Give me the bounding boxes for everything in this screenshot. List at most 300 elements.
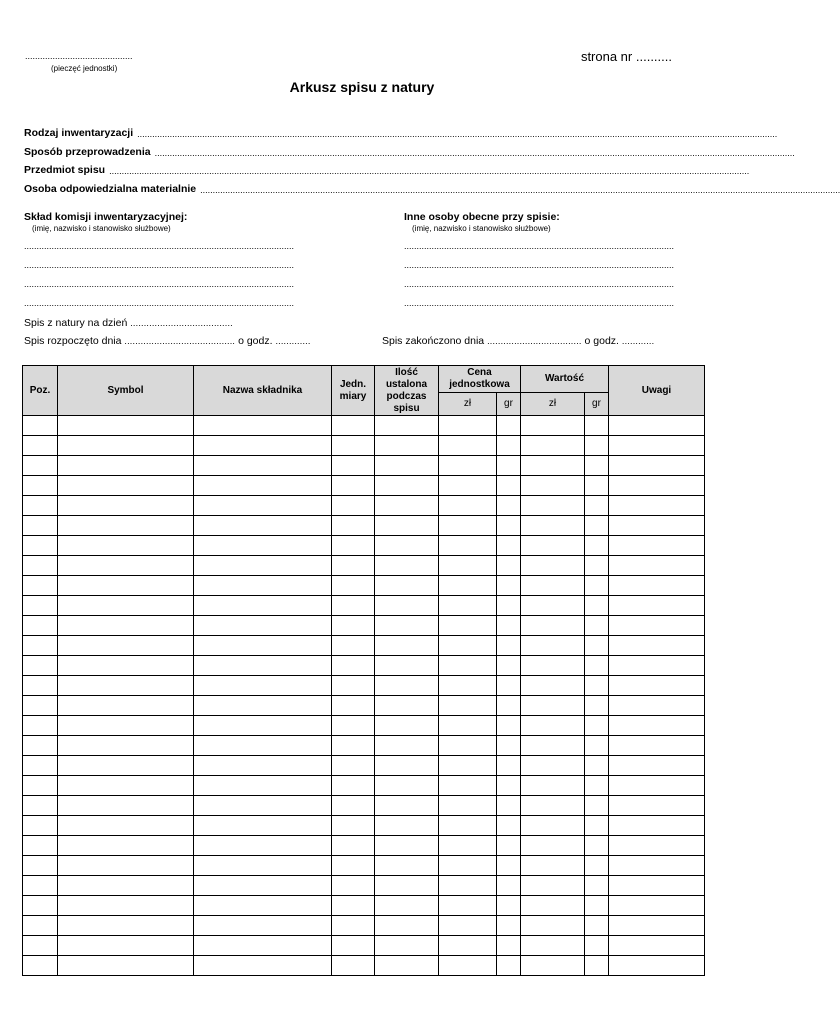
cell-name[interactable] [194, 896, 332, 916]
cell-quantity[interactable] [375, 756, 439, 776]
cell-value-gr[interactable] [585, 836, 609, 856]
cell-name[interactable] [194, 456, 332, 476]
cell-notes[interactable] [609, 616, 705, 636]
cell-name[interactable] [194, 916, 332, 936]
cell-notes[interactable] [609, 856, 705, 876]
cell-name[interactable] [194, 636, 332, 656]
cell-unit-price-gr[interactable] [497, 796, 521, 816]
cell-poz[interactable] [23, 476, 58, 496]
cell-unit-price-gr[interactable] [497, 476, 521, 496]
cell-poz[interactable] [23, 416, 58, 436]
cell-unit[interactable] [332, 836, 375, 856]
cell-unit[interactable] [332, 696, 375, 716]
cell-unit[interactable] [332, 576, 375, 596]
cell-quantity[interactable] [375, 936, 439, 956]
cell-unit-price-gr[interactable] [497, 596, 521, 616]
cell-value-zl[interactable] [521, 836, 585, 856]
field-dots[interactable]: ................................................................................................................................................................................................................................................................ [137, 129, 778, 139]
cell-notes[interactable] [609, 536, 705, 556]
cell-name[interactable] [194, 616, 332, 636]
cell-symbol[interactable] [58, 856, 194, 876]
cell-unit[interactable] [332, 736, 375, 756]
cell-unit-price-zl[interactable] [439, 516, 497, 536]
field-dots[interactable]: ................................................................................................................................................................................................................................................................ [109, 166, 750, 176]
cell-unit-price-zl[interactable] [439, 476, 497, 496]
cell-quantity[interactable] [375, 416, 439, 436]
cell-name[interactable] [194, 936, 332, 956]
cell-symbol[interactable] [58, 496, 194, 516]
cell-quantity[interactable] [375, 776, 439, 796]
cell-unit[interactable] [332, 776, 375, 796]
commission-line[interactable]: ............................................................................................................ [24, 298, 295, 308]
cell-unit[interactable] [332, 516, 375, 536]
cell-poz[interactable] [23, 496, 58, 516]
cell-unit-price-zl[interactable] [439, 756, 497, 776]
cell-name[interactable] [194, 476, 332, 496]
cell-value-gr[interactable] [585, 916, 609, 936]
table-row [23, 936, 705, 956]
cell-value-gr[interactable] [585, 576, 609, 596]
cell-name[interactable] [194, 816, 332, 836]
cell-notes[interactable] [609, 556, 705, 576]
cell-symbol[interactable] [58, 416, 194, 436]
cell-symbol[interactable] [58, 636, 194, 656]
cell-unit-price-zl[interactable] [439, 736, 497, 756]
cell-symbol[interactable] [58, 616, 194, 636]
cell-unit-price-zl[interactable] [439, 556, 497, 576]
cell-unit[interactable] [332, 896, 375, 916]
cell-value-gr[interactable] [585, 856, 609, 876]
cell-unit-price-gr[interactable] [497, 496, 521, 516]
cell-notes[interactable] [609, 496, 705, 516]
cell-symbol[interactable] [58, 876, 194, 896]
cell-quantity[interactable] [375, 896, 439, 916]
cell-unit[interactable] [332, 636, 375, 656]
field-dots[interactable]: ................................................................................................................................................................................................................................................................ [154, 148, 795, 158]
cell-unit[interactable] [332, 756, 375, 776]
cell-unit[interactable] [332, 476, 375, 496]
cell-symbol[interactable] [58, 836, 194, 856]
cell-unit[interactable] [332, 456, 375, 476]
cell-name[interactable] [194, 956, 332, 976]
cell-value-zl[interactable] [521, 716, 585, 736]
cell-symbol[interactable] [58, 656, 194, 676]
cell-value-zl[interactable] [521, 516, 585, 536]
cell-unit-price-gr[interactable] [497, 656, 521, 676]
cell-poz[interactable] [23, 596, 58, 616]
cell-poz[interactable] [23, 456, 58, 476]
cell-value-zl[interactable] [521, 816, 585, 836]
cell-value-zl[interactable] [521, 576, 585, 596]
cell-unit-price-gr[interactable] [497, 536, 521, 556]
cell-poz[interactable] [23, 516, 58, 536]
cell-value-zl[interactable] [521, 736, 585, 756]
cell-poz[interactable] [23, 956, 58, 976]
cell-unit-price-gr[interactable] [497, 756, 521, 776]
cell-quantity[interactable] [375, 496, 439, 516]
cell-unit-price-zl[interactable] [439, 936, 497, 956]
cell-quantity[interactable] [375, 616, 439, 636]
cell-value-gr[interactable] [585, 676, 609, 696]
cell-quantity[interactable] [375, 596, 439, 616]
cell-symbol[interactable] [58, 956, 194, 976]
cell-quantity[interactable] [375, 836, 439, 856]
cell-unit-price-zl[interactable] [439, 456, 497, 476]
cell-name[interactable] [194, 556, 332, 576]
cell-quantity[interactable] [375, 816, 439, 836]
cell-unit-price-zl[interactable] [439, 416, 497, 436]
cell-value-gr[interactable] [585, 476, 609, 496]
cell-unit-price-gr[interactable] [497, 716, 521, 736]
cell-unit-price-zl[interactable] [439, 616, 497, 636]
cell-unit-price-gr[interactable] [497, 436, 521, 456]
end-date-dots[interactable]: ................................... [487, 336, 582, 346]
cell-poz[interactable] [23, 936, 58, 956]
cell-name[interactable] [194, 856, 332, 876]
cell-value-zl[interactable] [521, 956, 585, 976]
cell-unit-price-zl[interactable] [439, 816, 497, 836]
cell-unit-price-gr[interactable] [497, 836, 521, 856]
field-dots[interactable]: ................................................................................................................................................................................................................................................................ [200, 185, 840, 195]
cell-name[interactable] [194, 516, 332, 536]
cell-notes[interactable] [609, 936, 705, 956]
cell-name[interactable] [194, 716, 332, 736]
cell-value-zl[interactable] [521, 776, 585, 796]
others-line[interactable]: ............................................................................................................ [404, 241, 675, 251]
cell-value-gr[interactable] [585, 536, 609, 556]
cell-notes[interactable] [609, 676, 705, 696]
cell-value-zl[interactable] [521, 416, 585, 436]
cell-unit[interactable] [332, 676, 375, 696]
cell-unit-price-gr[interactable] [497, 856, 521, 876]
commission-title: Skład komisji inwentaryzacyjnej: [24, 211, 188, 223]
cell-unit[interactable] [332, 556, 375, 576]
cell-name[interactable] [194, 796, 332, 816]
cell-unit-price-gr[interactable] [497, 636, 521, 656]
cell-poz[interactable] [23, 776, 58, 796]
cell-notes[interactable] [609, 836, 705, 856]
cell-unit[interactable] [332, 416, 375, 436]
cell-poz[interactable] [23, 796, 58, 816]
cell-name[interactable] [194, 736, 332, 756]
cell-quantity[interactable] [375, 576, 439, 596]
cell-quantity[interactable] [375, 716, 439, 736]
cell-notes[interactable] [609, 736, 705, 756]
cell-value-zl[interactable] [521, 676, 585, 696]
cell-value-zl[interactable] [521, 936, 585, 956]
cell-unit-price-gr[interactable] [497, 736, 521, 756]
cell-value-gr[interactable] [585, 416, 609, 436]
cell-symbol[interactable] [58, 816, 194, 836]
cell-poz[interactable] [23, 636, 58, 656]
cell-value-zl[interactable] [521, 636, 585, 656]
cell-unit[interactable] [332, 596, 375, 616]
commission-line[interactable]: ............................................................................................................ [24, 260, 295, 270]
cell-symbol[interactable] [58, 516, 194, 536]
cell-poz[interactable] [23, 736, 58, 756]
cell-poz[interactable] [23, 896, 58, 916]
cell-notes[interactable] [609, 436, 705, 456]
others-line[interactable]: ............................................................................................................ [404, 279, 675, 289]
cell-notes[interactable] [609, 576, 705, 596]
cell-unit-price-gr[interactable] [497, 696, 521, 716]
cell-value-gr[interactable] [585, 776, 609, 796]
cell-unit-price-zl[interactable] [439, 656, 497, 676]
commission-line[interactable]: ............................................................................................................ [24, 279, 295, 289]
cell-notes[interactable] [609, 956, 705, 976]
cell-value-gr[interactable] [585, 596, 609, 616]
cell-notes[interactable] [609, 816, 705, 836]
cell-unit-price-gr[interactable] [497, 896, 521, 916]
cell-quantity[interactable] [375, 556, 439, 576]
cell-name[interactable] [194, 416, 332, 436]
cell-quantity[interactable] [375, 856, 439, 876]
cell-value-zl[interactable] [521, 596, 585, 616]
cell-unit-price-gr[interactable] [497, 576, 521, 596]
cell-value-gr[interactable] [585, 656, 609, 676]
cell-unit-price-zl[interactable] [439, 436, 497, 456]
start-date-dots[interactable]: ......................................... [124, 336, 236, 346]
cell-quantity[interactable] [375, 796, 439, 816]
cell-notes[interactable] [609, 596, 705, 616]
cell-unit-price-zl[interactable] [439, 956, 497, 976]
cell-value-gr[interactable] [585, 556, 609, 576]
cell-notes[interactable] [609, 476, 705, 496]
cell-value-zl[interactable] [521, 496, 585, 516]
cell-unit-price-zl[interactable] [439, 796, 497, 816]
cell-poz[interactable] [23, 656, 58, 676]
cell-symbol[interactable] [58, 596, 194, 616]
cell-notes[interactable] [609, 756, 705, 776]
cell-unit-price-gr[interactable] [497, 816, 521, 836]
cell-value-zl[interactable] [521, 656, 585, 676]
cell-quantity[interactable] [375, 636, 439, 656]
cell-symbol[interactable] [58, 896, 194, 916]
cell-value-zl[interactable] [521, 896, 585, 916]
cell-poz[interactable] [23, 916, 58, 936]
cell-unit-price-zl[interactable] [439, 876, 497, 896]
cell-value-gr[interactable] [585, 716, 609, 736]
cell-unit-price-gr[interactable] [497, 956, 521, 976]
cell-notes[interactable] [609, 776, 705, 796]
cell-value-zl[interactable] [521, 916, 585, 936]
cell-quantity[interactable] [375, 876, 439, 896]
commission-line[interactable]: ............................................................................................................ [24, 241, 295, 251]
cell-quantity[interactable] [375, 956, 439, 976]
cell-value-zl[interactable] [521, 536, 585, 556]
cell-quantity[interactable] [375, 676, 439, 696]
cell-unit[interactable] [332, 656, 375, 676]
cell-value-zl[interactable] [521, 476, 585, 496]
cell-name[interactable] [194, 656, 332, 676]
cell-unit[interactable] [332, 796, 375, 816]
others-line[interactable]: ............................................................................................................ [404, 298, 675, 308]
cell-poz[interactable] [23, 616, 58, 636]
cell-poz[interactable] [23, 836, 58, 856]
cell-unit[interactable] [332, 536, 375, 556]
cell-quantity[interactable] [375, 656, 439, 676]
cell-notes[interactable] [609, 896, 705, 916]
cell-unit-price-zl[interactable] [439, 576, 497, 596]
cell-notes[interactable] [609, 636, 705, 656]
cell-name[interactable] [194, 536, 332, 556]
cell-value-zl[interactable] [521, 796, 585, 816]
cell-unit[interactable] [332, 816, 375, 836]
cell-value-gr[interactable] [585, 436, 609, 456]
cell-value-gr[interactable] [585, 736, 609, 756]
cell-value-gr[interactable] [585, 456, 609, 476]
cell-poz[interactable] [23, 696, 58, 716]
cell-poz[interactable] [23, 576, 58, 596]
cell-symbol[interactable] [58, 556, 194, 576]
cell-quantity[interactable] [375, 516, 439, 536]
cell-value-gr[interactable] [585, 756, 609, 776]
cell-unit-price-zl[interactable] [439, 676, 497, 696]
cell-symbol[interactable] [58, 476, 194, 496]
cell-unit-price-gr[interactable] [497, 776, 521, 796]
cell-value-gr[interactable] [585, 636, 609, 656]
cell-poz[interactable] [23, 716, 58, 736]
cell-unit-price-zl[interactable] [439, 896, 497, 916]
cell-unit[interactable] [332, 856, 375, 876]
cell-unit-price-zl[interactable] [439, 536, 497, 556]
cell-notes[interactable] [609, 456, 705, 476]
start-hour-dots[interactable]: ............. [275, 336, 311, 346]
cell-value-zl[interactable] [521, 556, 585, 576]
cell-value-gr[interactable] [585, 516, 609, 536]
cell-symbol[interactable] [58, 696, 194, 716]
cell-unit[interactable] [332, 436, 375, 456]
cell-name[interactable] [194, 676, 332, 696]
cell-notes[interactable] [609, 916, 705, 936]
cell-poz[interactable] [23, 756, 58, 776]
cell-value-zl[interactable] [521, 616, 585, 636]
cell-poz[interactable] [23, 676, 58, 696]
cell-notes[interactable] [609, 716, 705, 736]
cell-value-gr[interactable] [585, 616, 609, 636]
cell-name[interactable] [194, 696, 332, 716]
cell-notes[interactable] [609, 656, 705, 676]
cell-quantity[interactable] [375, 916, 439, 936]
cell-name[interactable] [194, 776, 332, 796]
cell-quantity[interactable] [375, 436, 439, 456]
inventory-date-dots[interactable]: ...................................... [130, 318, 233, 328]
cell-unit-price-gr[interactable] [497, 936, 521, 956]
cell-unit-price-zl[interactable] [439, 776, 497, 796]
cell-quantity[interactable] [375, 456, 439, 476]
cell-unit-price-gr[interactable] [497, 676, 521, 696]
cell-symbol[interactable] [58, 676, 194, 696]
cell-value-gr[interactable] [585, 876, 609, 896]
cell-poz[interactable] [23, 876, 58, 896]
cell-name[interactable] [194, 596, 332, 616]
cell-name[interactable] [194, 436, 332, 456]
cell-unit-price-zl[interactable] [439, 696, 497, 716]
cell-value-gr[interactable] [585, 896, 609, 916]
cell-symbol[interactable] [58, 456, 194, 476]
cell-unit-price-zl[interactable] [439, 836, 497, 856]
cell-unit-price-zl[interactable] [439, 716, 497, 736]
cell-value-gr[interactable] [585, 936, 609, 956]
table-row [23, 416, 705, 436]
cell-unit[interactable] [332, 716, 375, 736]
cell-value-gr[interactable] [585, 796, 609, 816]
cell-unit[interactable] [332, 876, 375, 896]
others-line[interactable]: ............................................................................................................ [404, 260, 675, 270]
cell-value-zl[interactable] [521, 756, 585, 776]
cell-symbol[interactable] [58, 536, 194, 556]
cell-poz[interactable] [23, 856, 58, 876]
cell-unit[interactable] [332, 916, 375, 936]
cell-symbol[interactable] [58, 756, 194, 776]
cell-unit[interactable] [332, 956, 375, 976]
cell-name[interactable] [194, 496, 332, 516]
cell-poz[interactable] [23, 556, 58, 576]
cell-value-gr[interactable] [585, 496, 609, 516]
cell-unit-price-zl[interactable] [439, 916, 497, 936]
cell-unit-price-gr[interactable] [497, 616, 521, 636]
cell-notes[interactable] [609, 416, 705, 436]
cell-name[interactable] [194, 576, 332, 596]
cell-notes[interactable] [609, 796, 705, 816]
cell-unit-price-gr[interactable] [497, 516, 521, 536]
cell-quantity[interactable] [375, 476, 439, 496]
cell-unit-price-gr[interactable] [497, 416, 521, 436]
cell-symbol[interactable] [58, 936, 194, 956]
cell-unit-price-zl[interactable] [439, 856, 497, 876]
cell-notes[interactable] [609, 696, 705, 716]
cell-quantity[interactable] [375, 536, 439, 556]
cell-value-zl[interactable] [521, 876, 585, 896]
cell-name[interactable] [194, 876, 332, 896]
cell-name[interactable] [194, 836, 332, 856]
cell-notes[interactable] [609, 876, 705, 896]
cell-unit-price-zl[interactable] [439, 496, 497, 516]
cell-symbol[interactable] [58, 776, 194, 796]
cell-poz[interactable] [23, 436, 58, 456]
cell-name[interactable] [194, 756, 332, 776]
cell-symbol[interactable] [58, 796, 194, 816]
cell-unit[interactable] [332, 616, 375, 636]
cell-unit[interactable] [332, 496, 375, 516]
cell-unit-price-gr[interactable] [497, 876, 521, 896]
cell-value-zl[interactable] [521, 456, 585, 476]
cell-symbol[interactable] [58, 576, 194, 596]
cell-symbol[interactable] [58, 716, 194, 736]
cell-unit-price-gr[interactable] [497, 456, 521, 476]
cell-quantity[interactable] [375, 696, 439, 716]
cell-unit-price-zl[interactable] [439, 636, 497, 656]
cell-unit-price-gr[interactable] [497, 916, 521, 936]
cell-poz[interactable] [23, 816, 58, 836]
cell-value-gr[interactable] [585, 816, 609, 836]
cell-unit-price-gr[interactable] [497, 556, 521, 576]
cell-value-zl[interactable] [521, 696, 585, 716]
cell-value-zl[interactable] [521, 856, 585, 876]
cell-poz[interactable] [23, 536, 58, 556]
cell-symbol[interactable] [58, 736, 194, 756]
cell-unit[interactable] [332, 936, 375, 956]
end-hour-dots[interactable]: ............ [621, 336, 655, 346]
cell-symbol[interactable] [58, 436, 194, 456]
cell-value-gr[interactable] [585, 696, 609, 716]
cell-value-zl[interactable] [521, 436, 585, 456]
cell-value-gr[interactable] [585, 956, 609, 976]
cell-quantity[interactable] [375, 736, 439, 756]
cell-symbol[interactable] [58, 916, 194, 936]
cell-unit-price-zl[interactable] [439, 596, 497, 616]
cell-notes[interactable] [609, 516, 705, 536]
